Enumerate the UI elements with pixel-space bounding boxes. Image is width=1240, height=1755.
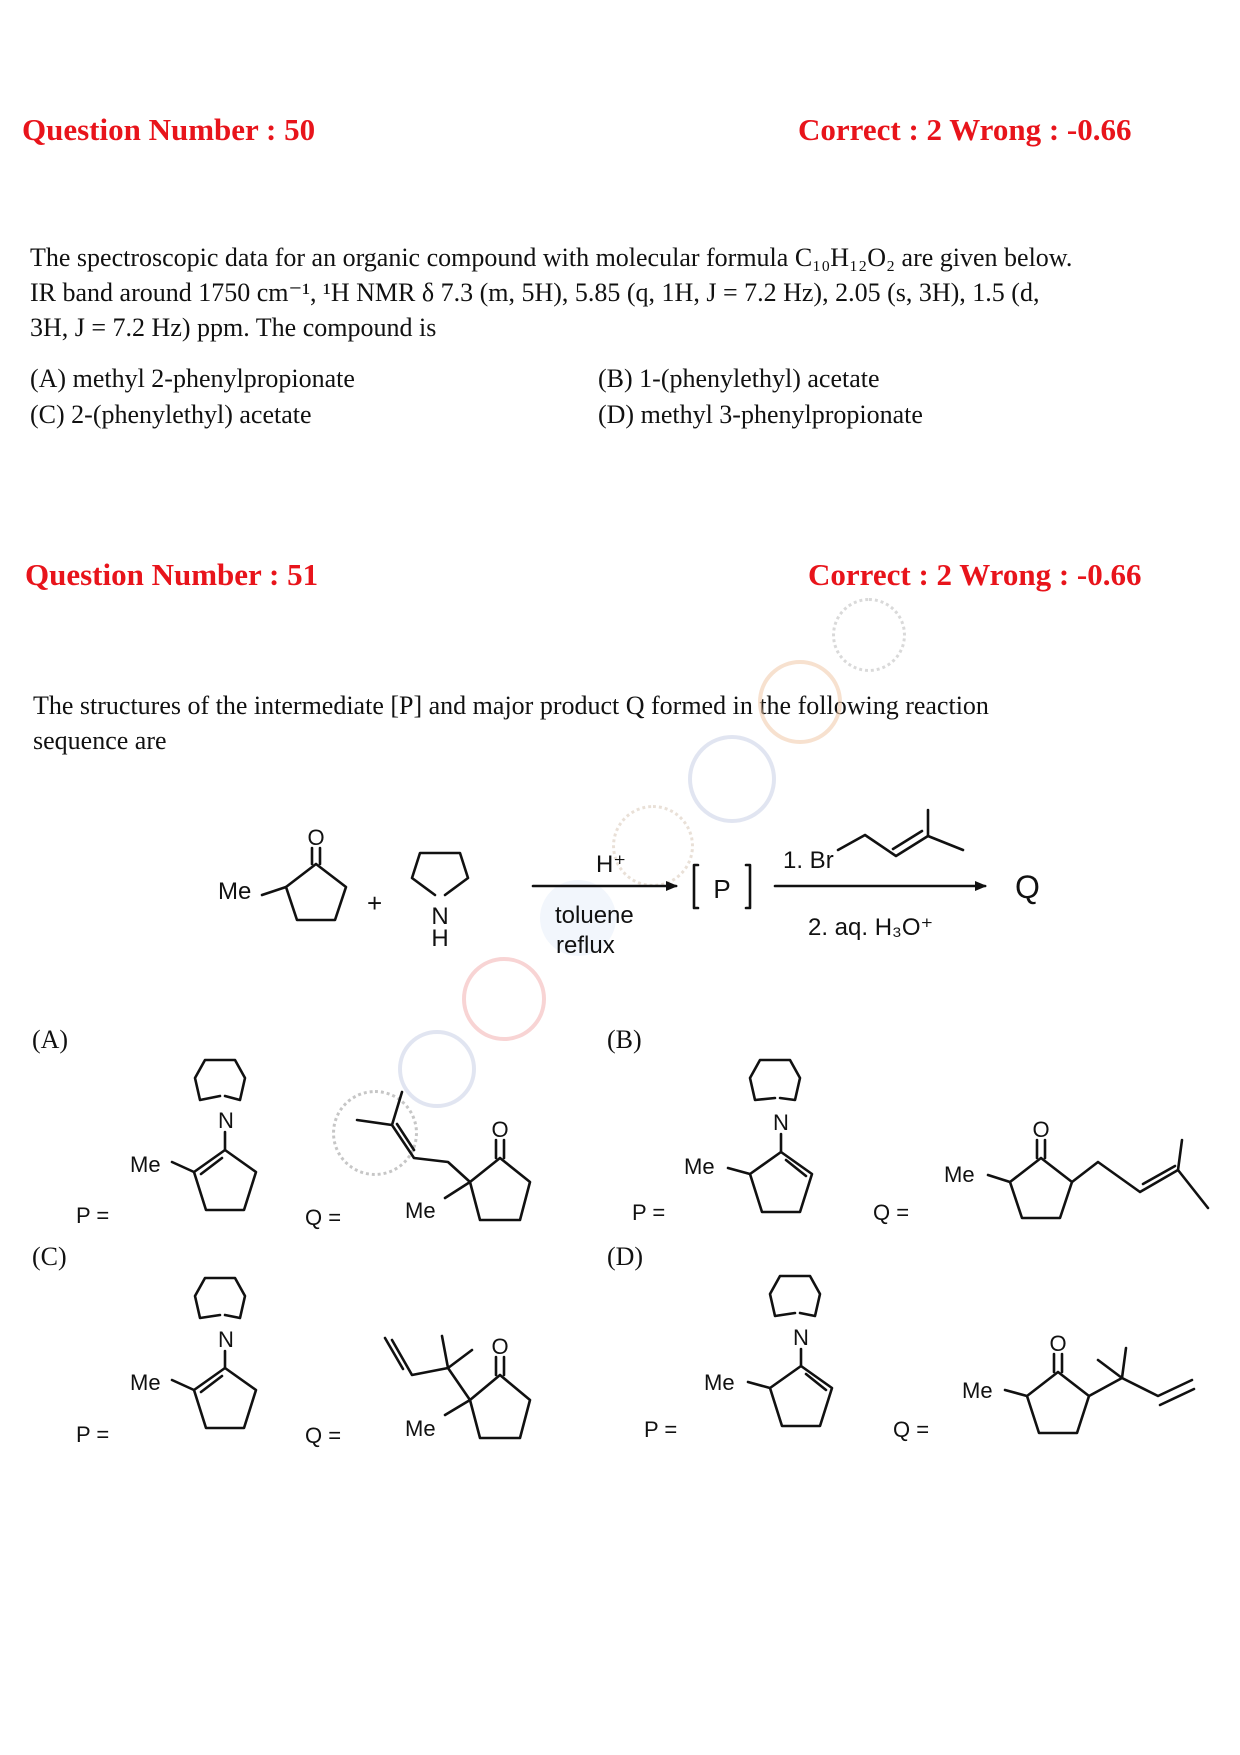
option-c-product-structure[interactable] [385, 1334, 530, 1441]
question-50-option-c[interactable]: (C) 2-(phenylethyl) acetate [30, 400, 312, 429]
option-d-enamine-structure[interactable] [704, 1276, 832, 1426]
me-label: Me [405, 1198, 436, 1223]
option-a-product-structure[interactable] [357, 1092, 530, 1223]
me-label: Me [405, 1416, 436, 1441]
nitrogen-label: N [793, 1325, 809, 1350]
q-equals-label: Q = [893, 1417, 930, 1442]
option-b-product-structure[interactable] [944, 1117, 1208, 1218]
condition-label: reflux [556, 932, 615, 959]
p-equals-label: P = [644, 1417, 678, 1442]
option-d-label: (D) [607, 1242, 644, 1271]
solvent-label: toluene [555, 902, 634, 929]
step-1-label: 1. Br [783, 847, 834, 874]
me-label: Me [130, 1370, 161, 1395]
question-50-line-2: IR band around 1750 cm⁻¹, ¹H NMR δ 7.3 (m, 5H), 5.85 (q, 1H, J = 7.2 Hz), 2.05 (s, 3H), 1.5 (d, [30, 278, 1040, 307]
question-50-line-3: 3H, J = 7.2 Hz) ppm. The compound is [30, 313, 437, 342]
nitrogen-label: N [773, 1110, 789, 1135]
me-label: Me [704, 1370, 735, 1395]
me-label: Me [962, 1378, 993, 1403]
intermediate-p-label: P [713, 874, 731, 904]
question-50-option-a[interactable]: (A) methyl 2-phenylpropionate [30, 364, 355, 393]
question-51-line-2: sequence are [33, 726, 167, 755]
nitrogen-label: N [218, 1108, 234, 1133]
p-equals-label: P = [632, 1200, 666, 1225]
option-b-enamine-structure[interactable] [684, 1060, 812, 1212]
pyrrolidine-structure [412, 853, 468, 952]
oxygen-label: O [307, 825, 325, 850]
plus-sign: + [367, 888, 383, 918]
oxygen-label: O [491, 1334, 509, 1359]
nitrogen-label: N [431, 903, 449, 930]
question-51-marks: Correct : 2 Wrong : -0.66 [808, 557, 1142, 592]
question-51-line-1: The structures of the intermediate [P] and major product Q formed in the following reaction [33, 691, 989, 720]
option-c-enamine-structure[interactable] [130, 1278, 256, 1428]
q-equals-label: Q = [305, 1205, 342, 1230]
question-50-option-d[interactable]: (D) methyl 3-phenylpropionate [598, 400, 923, 429]
option-b-label: (B) [607, 1025, 642, 1054]
acid-catalyst-label: H⁺ [596, 851, 626, 878]
option-a-label: (A) [32, 1025, 69, 1054]
oxygen-label: O [1032, 1117, 1050, 1142]
p-equals-label: P = [76, 1422, 110, 1447]
question-50-option-b[interactable]: (B) 1-(phenylethyl) acetate [598, 364, 880, 393]
option-a-enamine-structure[interactable] [130, 1060, 256, 1210]
product-q-label: Q [1015, 869, 1040, 905]
question-51-title: Question Number : 51 [25, 557, 319, 592]
option-c-label: (C) [32, 1242, 67, 1271]
me-label: Me [944, 1162, 975, 1187]
question-50-title: Question Number : 50 [22, 112, 316, 147]
hydrogen-label: H [431, 925, 449, 952]
me-label: Me [218, 878, 252, 905]
question-50-marks: Correct : 2 Wrong : -0.66 [798, 112, 1132, 147]
question-50-line-1: The spectroscopic data for an organic compound with molecular formula C₁₀H₁₂O₂ are given below. [30, 243, 1073, 272]
methylcyclopentanone-structure [218, 825, 346, 920]
option-d-product-structure[interactable] [962, 1331, 1194, 1433]
nitrogen-label: N [218, 1327, 234, 1352]
oxygen-label: O [491, 1117, 509, 1142]
step-2-label: 2. aq. H₃O⁺ [808, 914, 934, 941]
p-equals-label: P = [76, 1203, 110, 1228]
me-label: Me [130, 1152, 161, 1177]
q-equals-label: Q = [873, 1200, 910, 1225]
me-label: Me [684, 1154, 715, 1179]
oxygen-label: O [1049, 1331, 1067, 1356]
q-equals-label: Q = [305, 1423, 342, 1448]
